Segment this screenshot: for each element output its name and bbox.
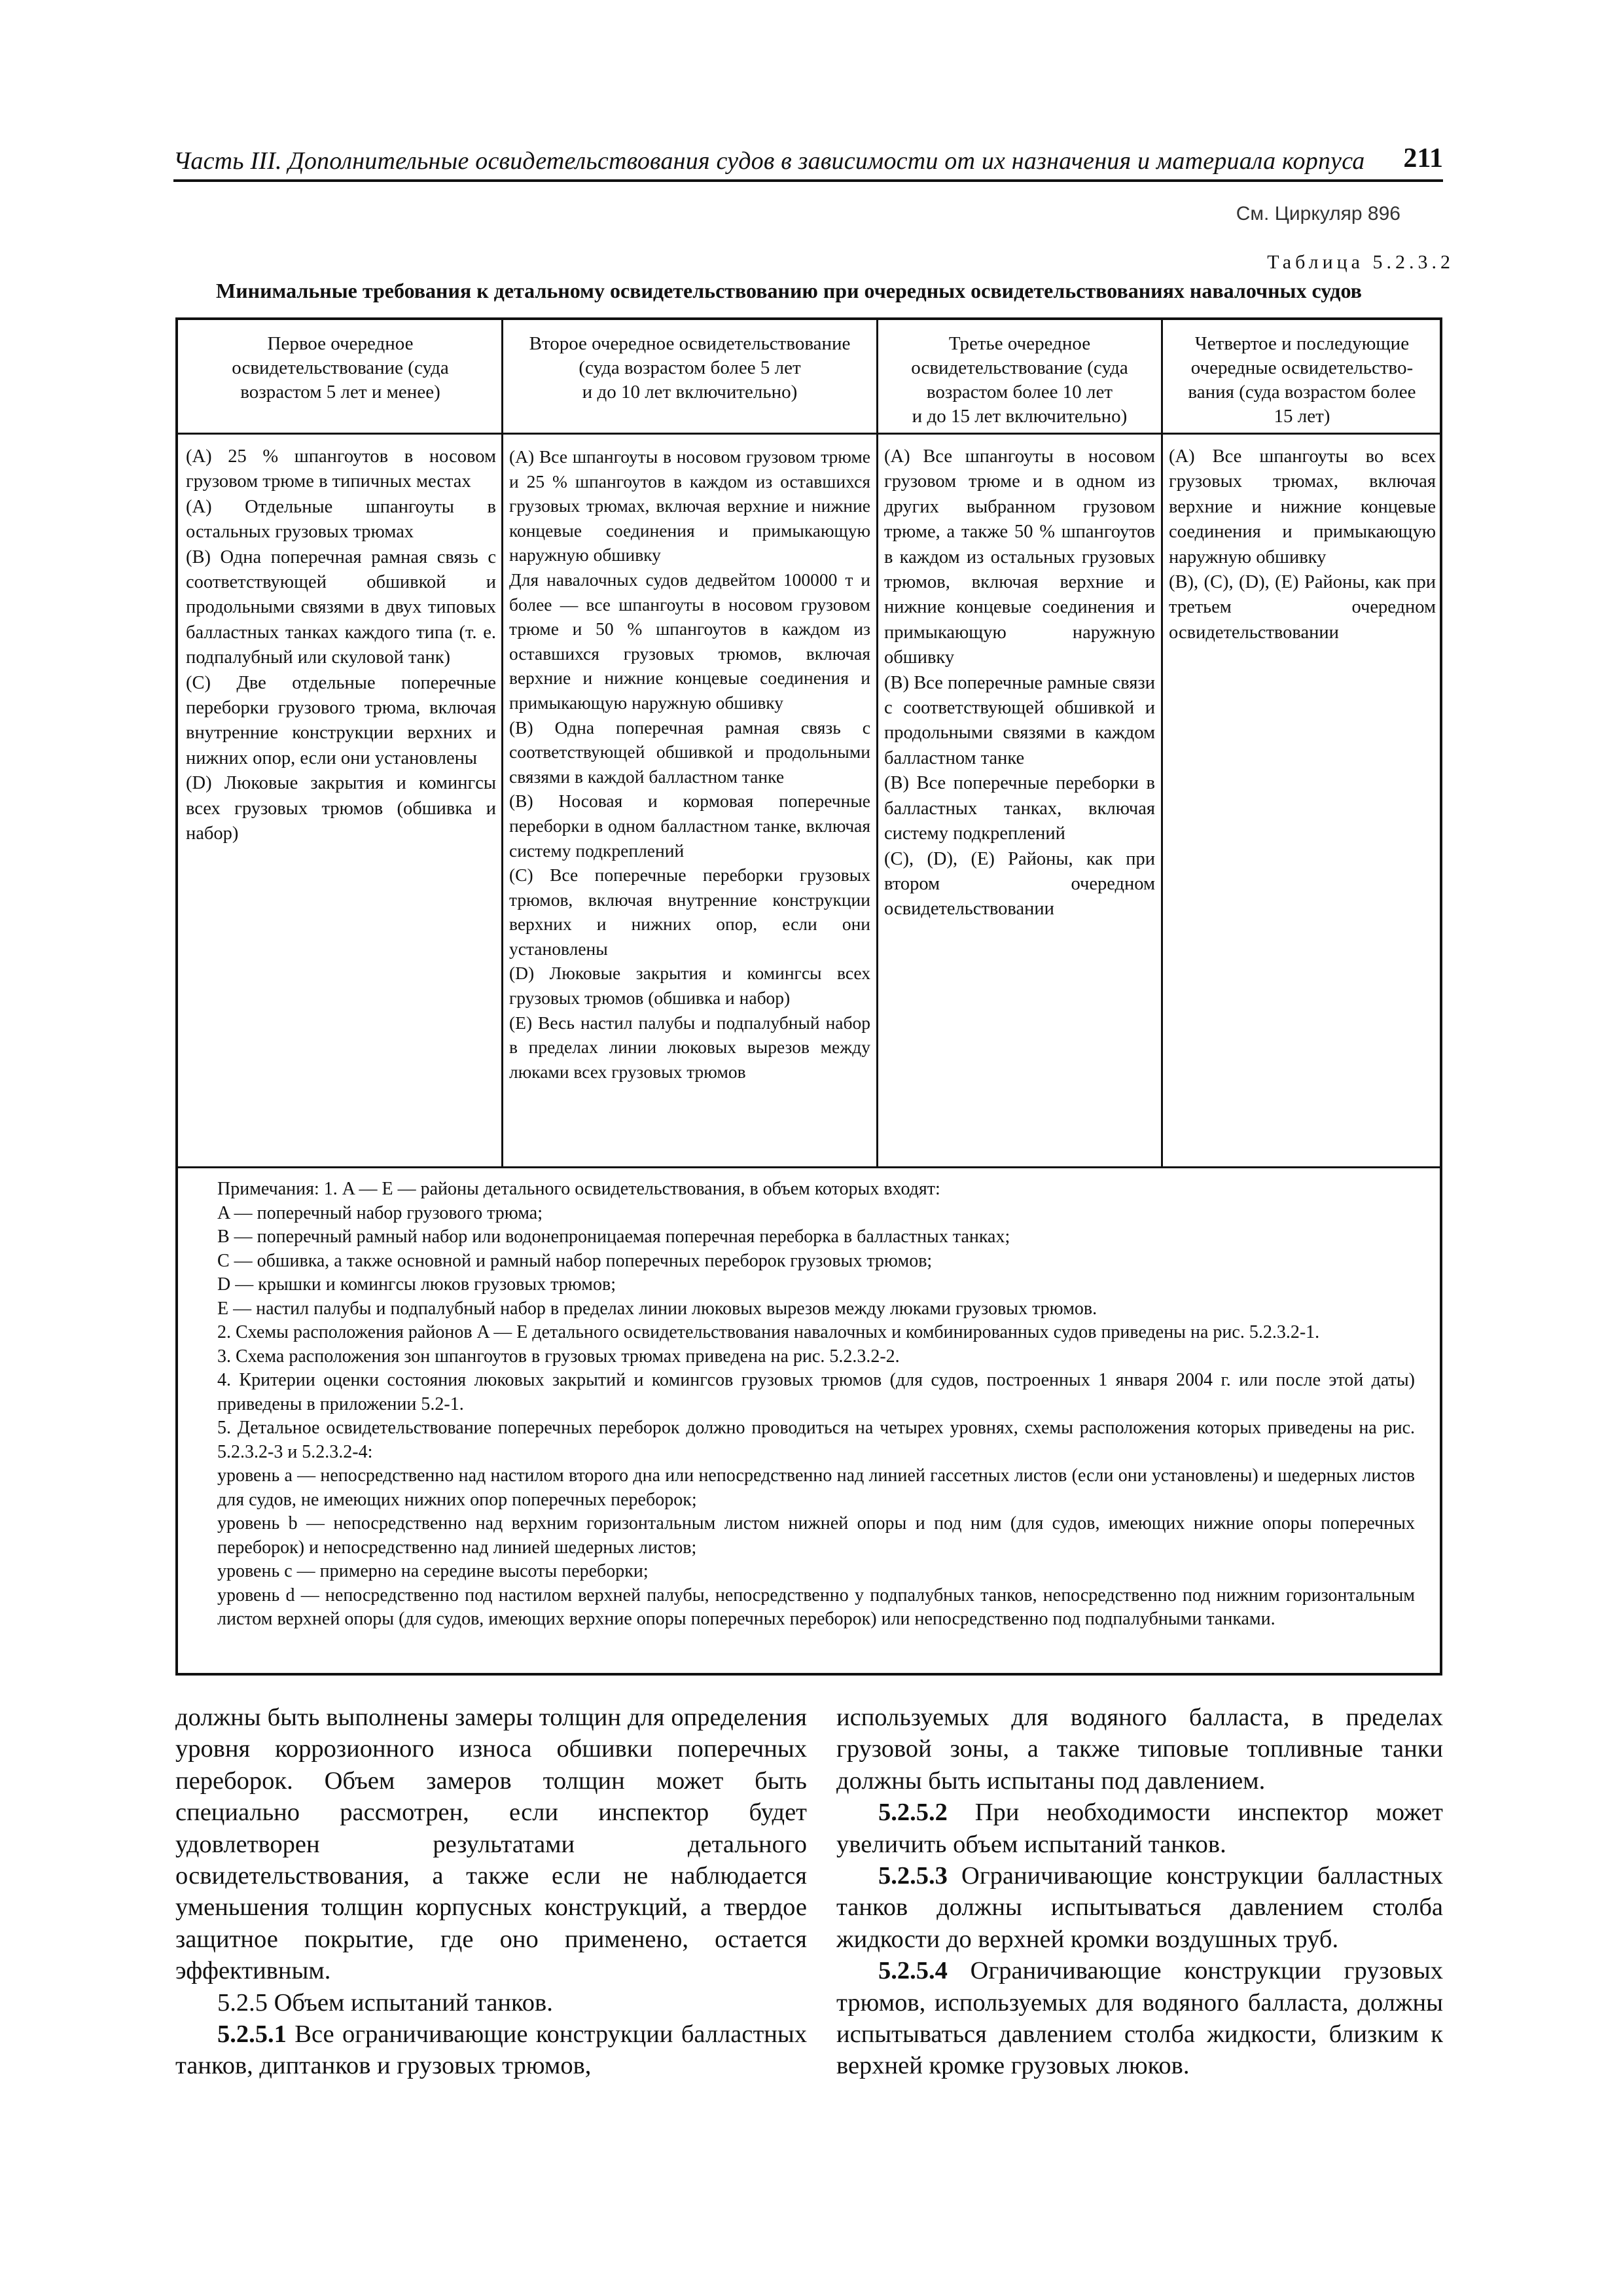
- note-line: D — крышки и комингсы люков грузовых трюмов;: [217, 1274, 616, 1295]
- body-paragraph: [836, 1860, 1443, 1955]
- cell-first-survey: [186, 444, 496, 847]
- column-divider: [876, 320, 878, 1168]
- clause-text: Все ограничивающие конструкции балластных танков, диптанков и грузовых трюмов,: [175, 2020, 807, 2080]
- circular-note: См. Циркуляр 896: [1236, 203, 1400, 224]
- cell-paragraph: (B) Одна поперечная рамная связь с соответствующей обшивкой и продольными связями в каждой балластном танке: [509, 717, 870, 787]
- cell-paragraph: (D) Люковые закрытия и комингсы всех грузовых трюмов (обшивка и набор): [509, 963, 870, 1009]
- cell-fourth-survey: [1169, 444, 1436, 645]
- header-line: Третье очередное: [948, 333, 1091, 354]
- notes-divider: [178, 1166, 1440, 1168]
- note-line: уровень d — непосредственно под настилом верхней палубы, непосредственно у подпалубных танков, непосредственно под нижним горизонтальным листом верхней опоры (для судов, имеющих верхние опоры поперечных переборок) или непосредственно под подпалубными танками.: [217, 1585, 1415, 1629]
- note-line: 5. Детальное освидетельствование поперечных переборок должно проводиться на четырех уровнях, схемы расположения которых приведены на рис. 5.2.3.2-3 и 5.2.3.2-4:: [217, 1418, 1415, 1462]
- table-notes: [217, 1177, 1415, 1632]
- header-line: освидетельствование (суда: [911, 357, 1128, 378]
- requirements-table: [175, 317, 1442, 1676]
- cell-paragraph: (A) Все шпангоуты в носовом грузовом трюме и 25 % шпангоутов в каждом из оставшихся грузовых трюмах, включая верхние и нижние концевые соединения и примыкающую наружную обшивку: [509, 446, 870, 565]
- note-line: 3. Схема расположения зон шпангоутов в грузовых трюмах приведена на рис. 5.2.3.2-2.: [217, 1346, 900, 1367]
- column-divider: [501, 320, 503, 1168]
- note-line: A — поперечный набор грузового трюма;: [217, 1202, 543, 1223]
- clause-number: 5.2.5.3: [878, 1862, 948, 1890]
- body-paragraph: [836, 1797, 1443, 1860]
- cell-paragraph: (C), (D), (E) Районы, как при втором очередном освидетельствовании: [884, 848, 1155, 920]
- cell-paragraph: (E) Весь настил палубы и подпалубный набор в пределах линии люковых вырезов между люками всех грузовых трюмов: [509, 1012, 870, 1082]
- header-line: Первое очередное: [267, 333, 414, 354]
- header-line: Четвертое и последующие: [1194, 333, 1410, 354]
- body-paragraph: должны быть выполнены замеры толщин для определения уровня коррозионного износа обшивки поперечных переборок. Объем замеров толщин может быть специально рассмотрен, если инспектор будет удовлетворен результатами детального освидетельствования, а также если не наблюдается уменьшения толщин корпусных конструкций, а твердое защитное покрытие, где оно применено, остается эффективным.: [175, 1704, 807, 1985]
- note-line: уровень c — примерно на середине высоты переборки;: [217, 1561, 649, 1581]
- header-line: вания (суда возрастом более: [1188, 382, 1416, 403]
- clause-number: 5.2.5.2: [878, 1799, 948, 1827]
- cell-paragraph: (A) Все шпангоуты во всех грузовых трюмах, включая верхние и нижние концевые соединения и примыкающую наружную обшивку: [1169, 446, 1436, 567]
- cell-paragraph: (A) Отдельные шпангоуты в остальных грузовых трюмах: [186, 496, 496, 543]
- header-line: и до 10 лет включительно): [582, 382, 798, 403]
- header-line: очередные освидетельство-: [1190, 357, 1414, 378]
- clause-text: При необходимости инспектор может увеличить объем испытаний танков.: [836, 1799, 1443, 1858]
- clause-text: Ограничивающие конструкции грузовых трюмов, используемых для водяного балласта, должны испытываться давлением столба жидкости, близким к верхней кромке грузовых люков.: [836, 1957, 1443, 2080]
- table-label: Таблица 5.2.3.2: [1267, 251, 1454, 273]
- cell-paragraph: Для навалочных судов дедвейтом 100000 т и более — все шпангоуты в носовом грузовом трюме и 50 % шпангоутов в каждом из оставшихся грузовых трюмов, включая верхние и нижние концевые соединения и примыкающую наружную обшивку: [509, 569, 870, 713]
- clause-text: Ограничивающие конструкции балластных танков должны испытываться давлением столба жидкости до верхней кромки воздушных труб.: [836, 1862, 1443, 1953]
- cell-paragraph: (D) Люковые закрытия и комингсы всех грузовых трюмов (обшивка и набор): [186, 773, 496, 844]
- note-line: уровень b — непосредственно над верхним горизонтальным листом нижней опоры и под ним (для судов, имеющих нижние опоры поперечных переборок) и непосредственно над линией шедерных листов;: [217, 1513, 1415, 1558]
- header-cell-fourth: [1166, 332, 1438, 429]
- clause-number: 5.2.5.1: [217, 2020, 287, 2049]
- header-cell-first: [183, 332, 497, 404]
- note-line: 2. Схемы расположения районов A — E детального освидетельствования навалочных и комбинированных судов приведены на рис. 5.2.3.2-1.: [217, 1322, 1320, 1342]
- cell-paragraph: (B) Одна поперечная рамная связь с соответствующей обшивкой и продольными связями в двух типовых балластных танках каждого типа (т. е. подпалубный или скуловой танк): [186, 547, 496, 668]
- running-title: Часть III. Дополнительные освидетельствования судов в зависимости от их назначения и материала корпуса: [173, 147, 1365, 175]
- cell-paragraph: (B), (C), (D), (E) Районы, как при третьем очередном освидетельствовании: [1169, 572, 1436, 643]
- note-line: 4. Критерии оценки состояния люковых закрытий и комингсов грузовых трюмов (для судов, построенных 1 января 2004 г. или после этой даты) приведены в приложении 5.2-1.: [217, 1370, 1415, 1414]
- clause-number: 5.2.5.4: [878, 1957, 948, 1985]
- cell-paragraph: (C) Все поперечные переборки грузовых трюмов, включая внутренние конструкции верхних и нижних опор, если они установлены: [509, 865, 870, 959]
- header-line: и до 15 лет включительно): [912, 406, 1128, 427]
- column-divider: [1161, 320, 1163, 1168]
- body-column-right: [836, 1702, 1443, 2082]
- header-line: возрастом более 10 лет: [926, 382, 1113, 403]
- header-line: (суда возрастом более 5 лет: [579, 357, 801, 378]
- header-cell-third: [882, 332, 1158, 429]
- cell-paragraph: (B) Все поперечные переборки в балластных танках, включая систему подкреплений: [884, 773, 1155, 844]
- body-paragraph: используемых для водяного балласта, в пределах грузовой зоны, а также типовые топливные танки должны быть испытаны под давлением.: [836, 1704, 1443, 1795]
- body-column-left: [175, 1702, 807, 2082]
- cell-paragraph: (B) Все поперечные рамные связи с соответствующей обшивкой и продольными связями в каждом балластном танке: [884, 672, 1155, 768]
- header-cell-second: [507, 332, 873, 404]
- cell-paragraph: (A) Все шпангоуты в носовом грузовом трюме и в одном из других выбранном грузовом трюме, а также 50 % шпангоутов в каждом из остальных грузовых трюмов, включая верхние и нижние концевые соединения и примыкающую наружную обшивку: [884, 446, 1155, 668]
- running-header: [173, 143, 1443, 182]
- note-line: B — поперечный рамный набор или водонепроницаемая поперечная переборка в балластных танках;: [217, 1227, 1010, 1247]
- note-line: уровень a — непосредственно над настилом второго дна или непосредственно над линией гассетных листов (если они установлены) и шедерных листов для судов, не имеющих нижних опор поперечных переборок;: [217, 1465, 1415, 1510]
- note-line: Примечания: 1. A — E — районы детального освидетельствования, в объем которых входят:: [217, 1179, 940, 1199]
- cell-paragraph: (C) Две отдельные поперечные переборки грузового трюма, включая внутренние конструкции верхних и нижних опор, если они установлены: [186, 672, 496, 768]
- header-line: Второе очередное освидетельствование: [529, 333, 851, 354]
- table-title: Минимальные требования к детальному освидетельствованию при очередных освидетельствованиях навалочных судов: [216, 279, 1362, 302]
- note-line: C — обшивка, а также основной и рамный набор поперечных переборок грузовых трюмов;: [217, 1250, 933, 1271]
- cell-paragraph: (A) 25 % шпангоутов в носовом грузовом трюме в типичных местах: [186, 446, 496, 492]
- note-line: E — настил палубы и подпалубный набор в пределах линии люковых вырезов между люками грузовых трюмов.: [217, 1298, 1097, 1319]
- cell-second-survey: [509, 444, 870, 1084]
- body-paragraph: [175, 2018, 807, 2082]
- header-line: возрастом 5 лет и менее): [240, 382, 440, 403]
- cell-paragraph: (B) Носовая и кормовая поперечные переборки в одном балластном танке, включая систему подкреплений: [509, 791, 870, 861]
- header-line: освидетельствование (суда: [232, 357, 449, 378]
- section-heading: 5.2.5 Объем испытаний танков.: [217, 1988, 553, 2017]
- cell-third-survey: [884, 444, 1155, 922]
- header-row-divider: [178, 433, 1440, 435]
- body-paragraph: [836, 1955, 1443, 2082]
- page-number: 211: [1403, 143, 1443, 173]
- header-line: 15 лет): [1274, 406, 1330, 427]
